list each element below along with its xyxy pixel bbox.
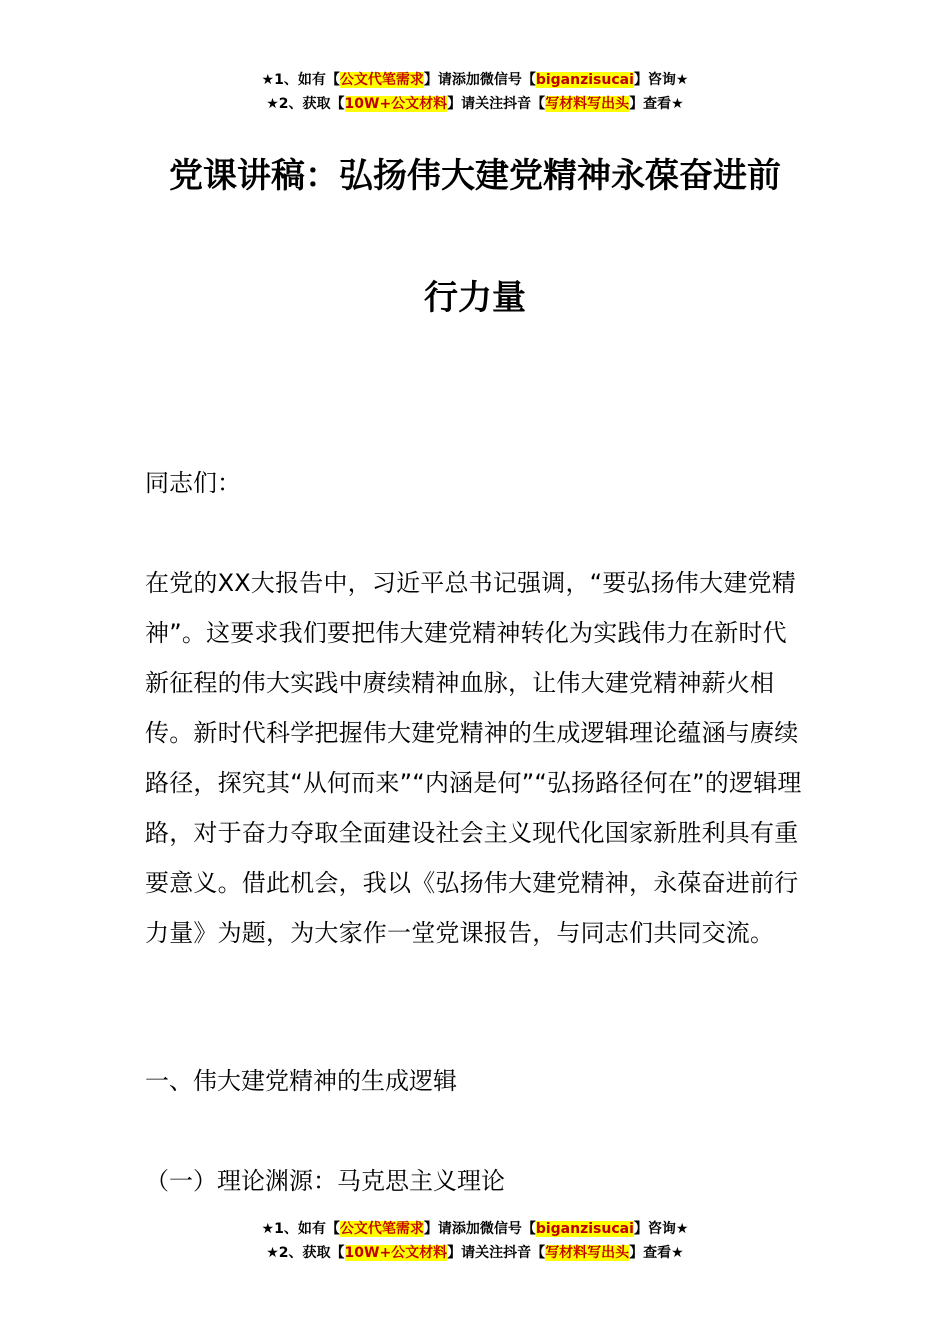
- greeting: 同志们：: [145, 469, 241, 497]
- document-title-line-1: 党课讲稿：弘扬伟大建党精神永葆奋进前: [169, 156, 781, 196]
- highlight-douyin: 写材料写出头: [545, 1245, 630, 1261]
- highlight-service: 公文代笔需求: [339, 72, 424, 88]
- highlight-wechat-id: biganzisucai: [535, 1221, 634, 1237]
- highlight-materials: 10W+公文材料: [344, 96, 448, 112]
- section-heading: 一、伟大建党精神的生成逻辑: [145, 1067, 457, 1095]
- highlight-materials: 10W+公文材料: [344, 1245, 448, 1261]
- banner-line-1: ★1、如有【公文代笔需求】请添加微信号【biganzisucai】咨询★: [261, 1221, 689, 1237]
- highlight-service: 公文代笔需求: [339, 1221, 424, 1237]
- header-banner: [0, 68, 950, 116]
- banner-line-1: ★1、如有【公文代笔需求】请添加微信号【biganzisucai】咨询★: [261, 72, 689, 88]
- banner-line-2: ★2、获取【10W+公文材料】请关注抖音【写材料写出头】查看★: [266, 96, 684, 112]
- body-paragraph: 在党的XX大报告中，习近平总书记强调，“要弘扬伟大建党精神”。这要求我们要把伟大建党精神转化为实践伟力在新时代新征程的伟大实践中赓续精神血脉，让伟大建党精神薪火相传。新时代科学把握伟大建党精神的生成逻辑理论蕴涵与赓续路径，探究其“从何而来”“内涵是何”“弘扬路径何在”的逻辑理路，对于奋力夺取全面建设社会主义现代化国家新胜利具有重要意义。借此机会，我以《弘扬伟大建党精神，永葆奋进前行力量》为题，为大家作一堂党课报告，与同志们共同交流。: [145, 569, 802, 947]
- highlight-wechat-id: biganzisucai: [535, 72, 634, 88]
- document-title-line-2: 行力量: [424, 278, 526, 318]
- footer-banner: [0, 1217, 950, 1265]
- highlight-douyin: 写材料写出头: [545, 96, 630, 112]
- subsection-heading: （一）理论渊源：马克思主义理论: [145, 1167, 505, 1195]
- banner-line-2: ★2、获取【10W+公文材料】请关注抖音【写材料写出头】查看★: [266, 1245, 684, 1261]
